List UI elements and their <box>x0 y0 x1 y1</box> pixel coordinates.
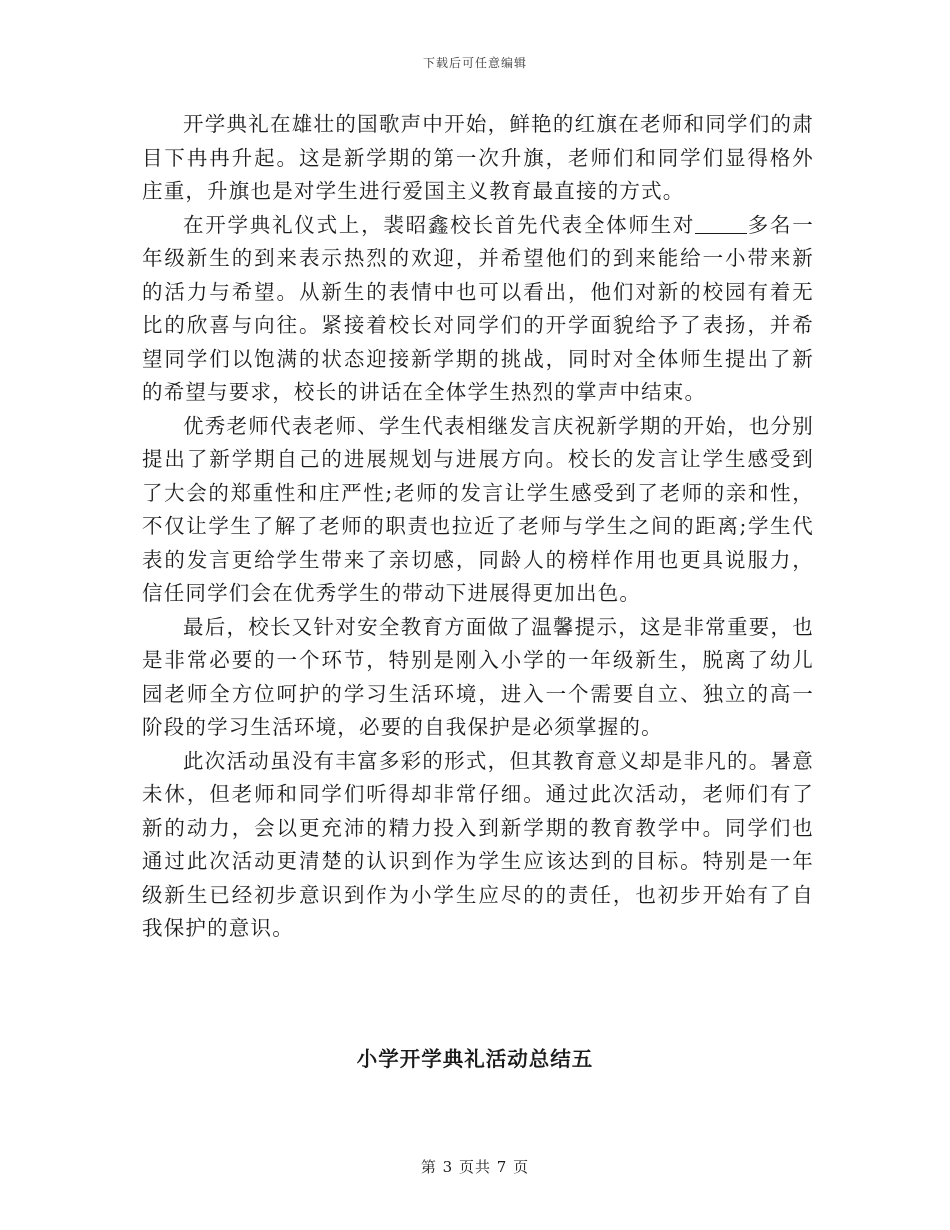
header-note: 下载后可任意编辑 <box>422 56 527 70</box>
paragraph-4: 最后，校长又针对安全教育方面做了温馨提示，这是非常重要，也是非常必要的一个环节，特别是刚入小学的一年级新生，脱离了幼儿园老师全方位呵护的学习生活环境，进入一个需要自立、独立的高一阶段的学习生活环境，必要的自我保护是必须掌握的。 <box>142 614 814 739</box>
section-title: 小学开学典礼活动总结五 <box>356 1047 594 1071</box>
fill-in-blank <box>695 213 747 234</box>
page-footer: 第 3 页共 7 页 <box>420 1158 530 1176</box>
paragraph-5: 此次活动虽没有丰富多彩的形式，但其教育意义却是非凡的。暑意未休，但老师和同学们听得却非常仔细。通过此次活动，老师们有了新的动力，会以更充沛的精力投入到新学期的教育教学中。同学们也通过此次活动更清楚的认识到作为学生应该达到的目标。特别是一年级新生已经初步意识到作为小学生应尽的的责任，也初步开始有了自我保护的意识。 <box>142 748 814 940</box>
paragraph-1: 开学典礼在雄壮的国歌声中开始，鲜艳的红旗在老师和同学们的肃目下冉冉升起。这是新学期的第一次升旗，老师们和同学们显得格外庄重，升旗也是对学生进行爱国主义教育最直接的方式。 <box>142 112 814 203</box>
paragraph-2 <box>142 209 814 410</box>
body-text <box>142 108 814 946</box>
paragraph-3: 优秀老师代表老师、学生代表相继发言庆祝新学期的开始，也分别提出了新学期自己的进展规划与进展方向。校长的发言让学生感受到了大会的郑重性和庄严性;老师的发言让学生感受到了老师的亲和性，不仅让学生了解了老师的职责也拉近了老师与学生之间的距离;学生代表的发言更给学生带来了亲切感，同龄人的榜样作用也更具说服力，信任同学们会在优秀学生的带动下进展得更加出色。 <box>142 413 814 605</box>
paragraph-2-part-1: 在开学典礼仪式上，裴昭鑫校长首先代表全体师生对 <box>183 212 696 237</box>
paragraph-2-part-2: 多名一年级新生的到来表示热烈的欢迎，并希望他们的到来能给一小带来新的活力与希望。从新生的表情中也可以看出，他们对新的校园有着无比的欣喜与向往。紧接着校长对同学们的开学面貌给予了表扬，并希望同学们以饱满的状态迎接新学期的挑战，同时对全体师生提出了新的希望与要求，校长的讲话在全体学生热烈的掌声中结束。 <box>142 212 814 404</box>
